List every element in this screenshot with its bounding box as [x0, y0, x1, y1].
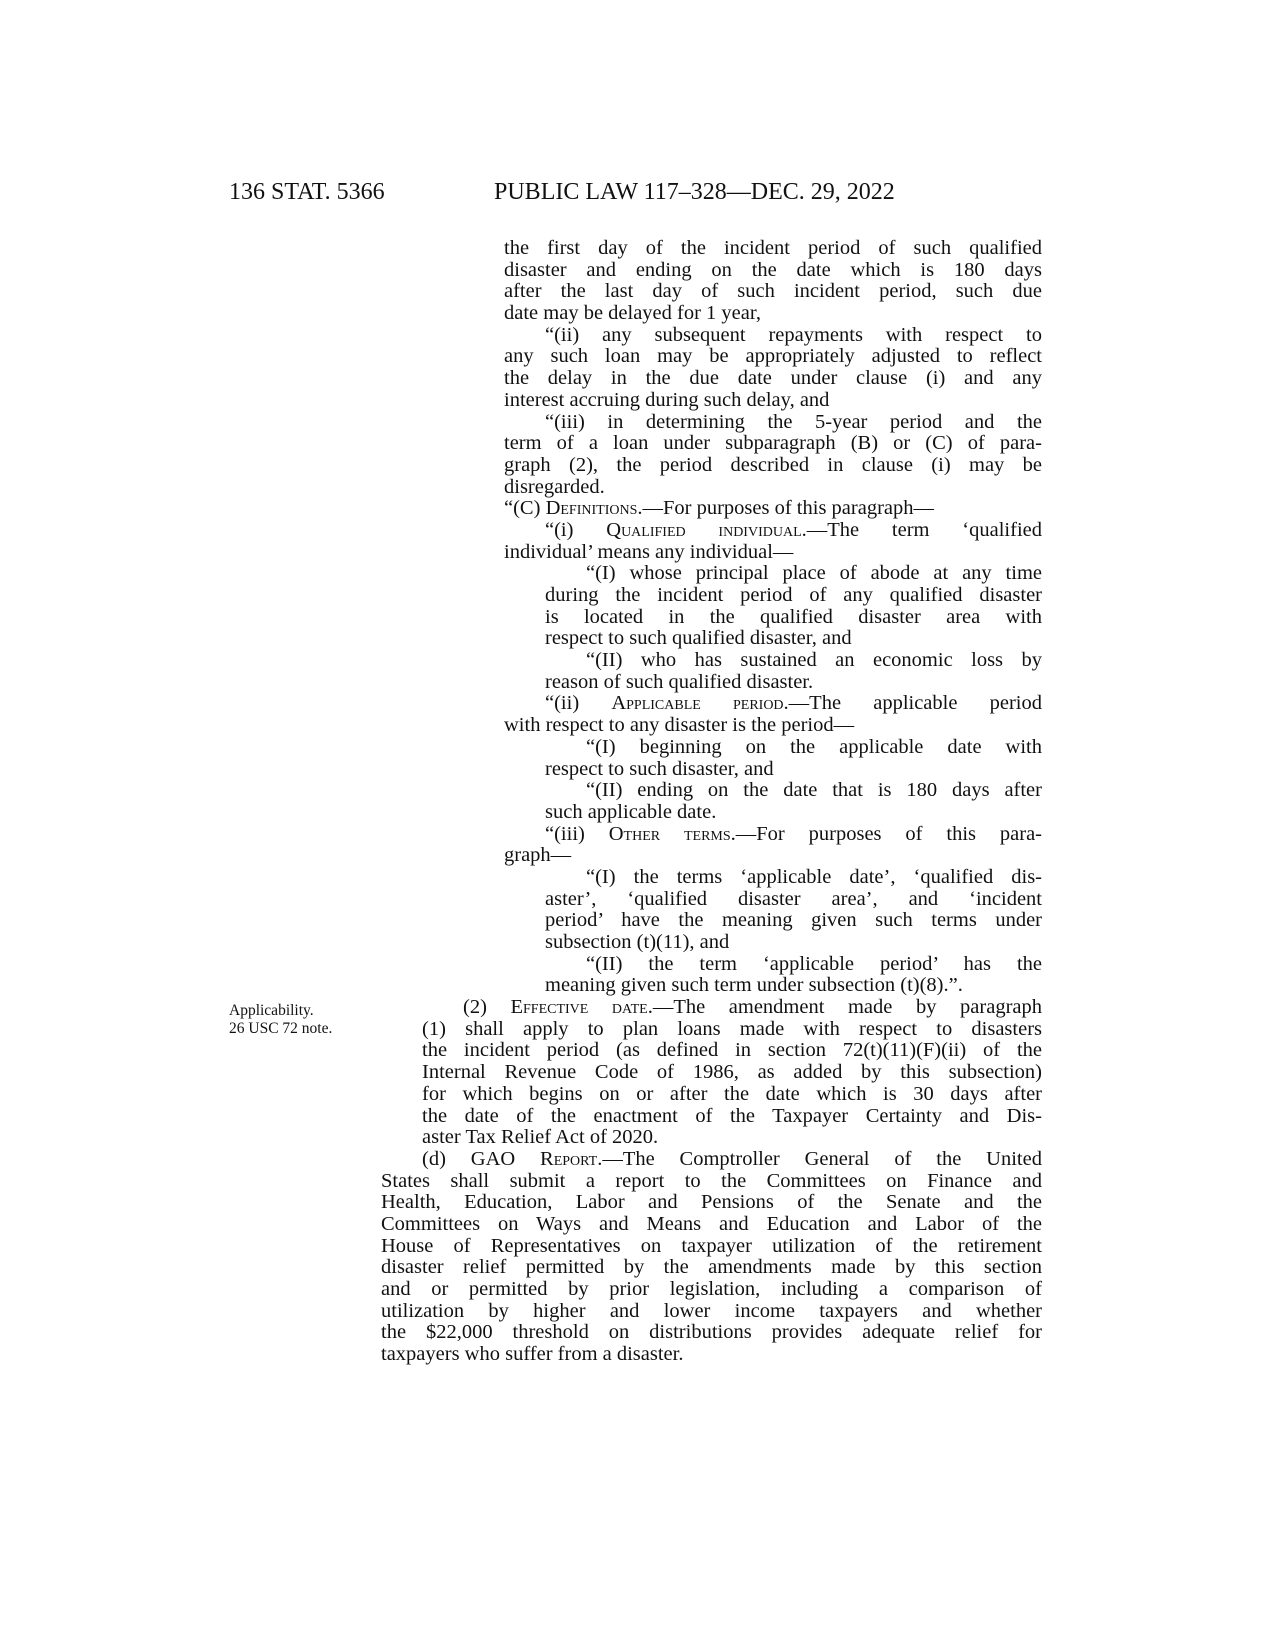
text-line-content: the delay in the due date under clause (i) and any: [504, 368, 1042, 390]
margin-note-applicability: Applicability.: [229, 1002, 314, 1019]
text-line-content: (1) shall apply to plan loans made with respect to disasters: [422, 1018, 1042, 1040]
text-line-content: “(iii) in determining the 5-year period and the: [545, 411, 1042, 433]
text-line: [381, 1214, 1042, 1236]
text-line: [504, 346, 1042, 368]
text-line: [545, 889, 1042, 911]
text-line-content: such applicable date.: [545, 800, 717, 823]
text-line-continuation: .—The applicable period: [783, 693, 1042, 715]
text-line: [504, 390, 1042, 412]
text-line-content: respect to such qualified disaster, and: [545, 627, 852, 650]
text-line-content: any such loan may be appropriately adjusted to reflect: [504, 346, 1042, 368]
text-line: [381, 1192, 1042, 1214]
text-line: [504, 498, 1042, 520]
text-line-continuation: .—The amendment made by paragraph: [647, 997, 1042, 1019]
text-line-content: disaster relief permitted by the amendments made by this section: [381, 1257, 1042, 1279]
text-line-content: (d) GAO: [422, 1148, 541, 1170]
text-line-content: graph—: [504, 844, 572, 867]
text-line-content: during the incident period of any qualified disaster: [545, 585, 1042, 606]
text-line: [422, 1127, 1042, 1149]
running-head: PUBLIC LAW 117–328—DEC. 29, 2022: [494, 179, 895, 205]
text-line-content: interest accruing during such delay, and: [504, 388, 830, 411]
text-line: [545, 520, 1042, 542]
text-line: [422, 1084, 1042, 1106]
text-line-content: period’ have the meaning given such terms under: [545, 910, 1042, 932]
text-line-content: for which begins on or after the date which is 30 days after: [422, 1083, 1042, 1105]
text-line: [504, 455, 1042, 477]
text-line-content: Committees on Ways and Means and Education and Labor of the: [381, 1213, 1042, 1235]
text-line-content: subsection (t)(11), and: [545, 931, 730, 953]
text-line: [381, 1301, 1042, 1323]
text-line: [545, 759, 1042, 781]
text-line-continuation: .—The Comptroller General of the United: [597, 1148, 1042, 1170]
text-line-content: “(iii): [545, 823, 609, 845]
text-line-content: respect to such disaster, and: [545, 757, 774, 780]
text-line-content: reason of such qualified disaster.: [545, 670, 814, 693]
text-line-content: disaster and ending on the date which is 180 days: [504, 259, 1042, 281]
text-line-content: disregarded.: [504, 475, 605, 498]
text-line: [545, 824, 1042, 846]
text-line: [586, 563, 1042, 585]
text-line: [545, 412, 1042, 434]
text-line: [422, 1106, 1042, 1128]
text-line-content: “(C): [504, 497, 546, 520]
text-line: [504, 260, 1042, 282]
text-line-content: aster’, ‘qualified disaster area’, and ‘incident: [545, 888, 1042, 910]
text-line-content: the incident period (as defined in section 72(t)(11)(F)(ii) of the: [422, 1040, 1042, 1062]
text-line: [545, 607, 1042, 629]
text-line: [381, 1344, 1042, 1366]
text-line: [545, 585, 1042, 607]
text-line: [504, 433, 1042, 455]
text-line: [545, 802, 1042, 824]
text-line-content: “(II) ending on the date that is 180 days after: [586, 780, 1042, 802]
margin-note-usc-citation: 26 USC 72 note.: [229, 1020, 333, 1037]
text-line-content: meaning given such term under subsection (t)(8).”.: [545, 974, 963, 997]
text-line: [586, 867, 1042, 889]
text-line-content: the $22,000 threshold on distributions provides adequate relief for: [381, 1322, 1042, 1344]
text-line-content: the first day of the incident period of such qualified: [504, 238, 1042, 259]
text-line: [381, 1279, 1042, 1301]
small-caps-heading: Other terms: [608, 823, 731, 845]
text-line-content: utilization by higher and lower income taxpayers and whether: [381, 1300, 1042, 1322]
text-line: [504, 715, 1042, 737]
text-line: [504, 281, 1042, 303]
text-line: [422, 1019, 1042, 1041]
text-line-continuation: .—For purposes of this paragraph—: [637, 497, 935, 520]
text-line: [381, 1236, 1042, 1258]
text-line: [586, 780, 1042, 802]
text-line: [422, 1149, 1042, 1171]
text-line-content: date may be delayed for 1 year,: [504, 302, 762, 325]
text-line: [504, 368, 1042, 390]
text-line-content: “(I) beginning on the applicable date with: [586, 736, 1042, 758]
text-line: [504, 477, 1042, 499]
text-line: [545, 628, 1042, 650]
text-line-content: (2): [463, 997, 511, 1019]
text-line: [586, 954, 1042, 976]
text-line: [545, 672, 1042, 694]
text-line-content: the date of the enactment of the Taxpayer Certainty and Dis-: [422, 1105, 1042, 1127]
text-line-content: “(ii): [545, 693, 612, 715]
text-line: [463, 997, 1042, 1019]
text-line-content: “(i): [545, 519, 607, 541]
text-line-content: “(I) the terms ‘applicable date’, ‘qualified dis-: [586, 866, 1042, 888]
text-line-content: House of Representatives on taxpayer utilization of the retirement: [381, 1235, 1042, 1257]
text-line: [545, 975, 1042, 997]
small-caps-heading: Definitions: [545, 497, 638, 520]
text-line-continuation: .—For purposes of this para-: [730, 823, 1042, 845]
text-line-content: graph (2), the period described in clause (i) may be: [504, 454, 1042, 476]
text-line-content: term of a loan under subparagraph (B) or (C) of para-: [504, 433, 1042, 455]
text-line-content: after the last day of such incident period, such due: [504, 281, 1042, 303]
text-line-content: “(II) the term ‘applicable period’ has the: [586, 953, 1042, 975]
text-line: [422, 1062, 1042, 1084]
text-line-content: and or permitted by prior legislation, including a comparison of: [381, 1279, 1042, 1300]
text-line: [504, 542, 1042, 564]
text-line: [504, 845, 1042, 867]
small-caps-heading: Effective date: [510, 997, 648, 1019]
text-line: [545, 693, 1042, 715]
text-line: [504, 238, 1042, 260]
small-caps-heading: Report: [540, 1148, 598, 1170]
text-line-content: individual’ means any individual—: [504, 540, 794, 563]
text-line-continuation: .—The term ‘qualified: [801, 519, 1042, 541]
text-line: [586, 737, 1042, 759]
text-line: [586, 650, 1042, 672]
small-caps-heading: Qualified individual: [606, 519, 802, 541]
text-line-content: with respect to any disaster is the period—: [504, 714, 855, 737]
text-line-content: “(I) whose principal place of abode at any time: [586, 563, 1042, 585]
text-line-content: States shall submit a report to the Committees on Finance and: [381, 1170, 1042, 1192]
text-line: [381, 1171, 1042, 1193]
text-line: [545, 932, 1042, 954]
statute-body-text: [0, 238, 1275, 1366]
text-line: [545, 910, 1042, 932]
text-line: [545, 325, 1042, 347]
text-line-content: “(II) who has sustained an economic loss by: [586, 650, 1042, 672]
text-line: [422, 1040, 1042, 1062]
page-number: 136 STAT. 5366: [229, 179, 385, 205]
text-line-content: is located in the qualified disaster area with: [545, 606, 1042, 628]
text-line-content: taxpayers who suffer from a disaster.: [381, 1343, 684, 1366]
text-line: [381, 1257, 1042, 1279]
text-line-content: Internal Revenue Code of 1986, as added by this subsection): [422, 1062, 1042, 1084]
text-line-content: “(ii) any subsequent repayments with respect to: [545, 324, 1042, 346]
text-line: [381, 1322, 1042, 1344]
text-line: [504, 303, 1042, 325]
small-caps-heading: Applicable period: [611, 693, 784, 715]
text-line-content: aster Tax Relief Act of 2020.: [422, 1126, 659, 1149]
text-line-content: Health, Education, Labor and Pensions of the Senate and the: [381, 1192, 1042, 1214]
